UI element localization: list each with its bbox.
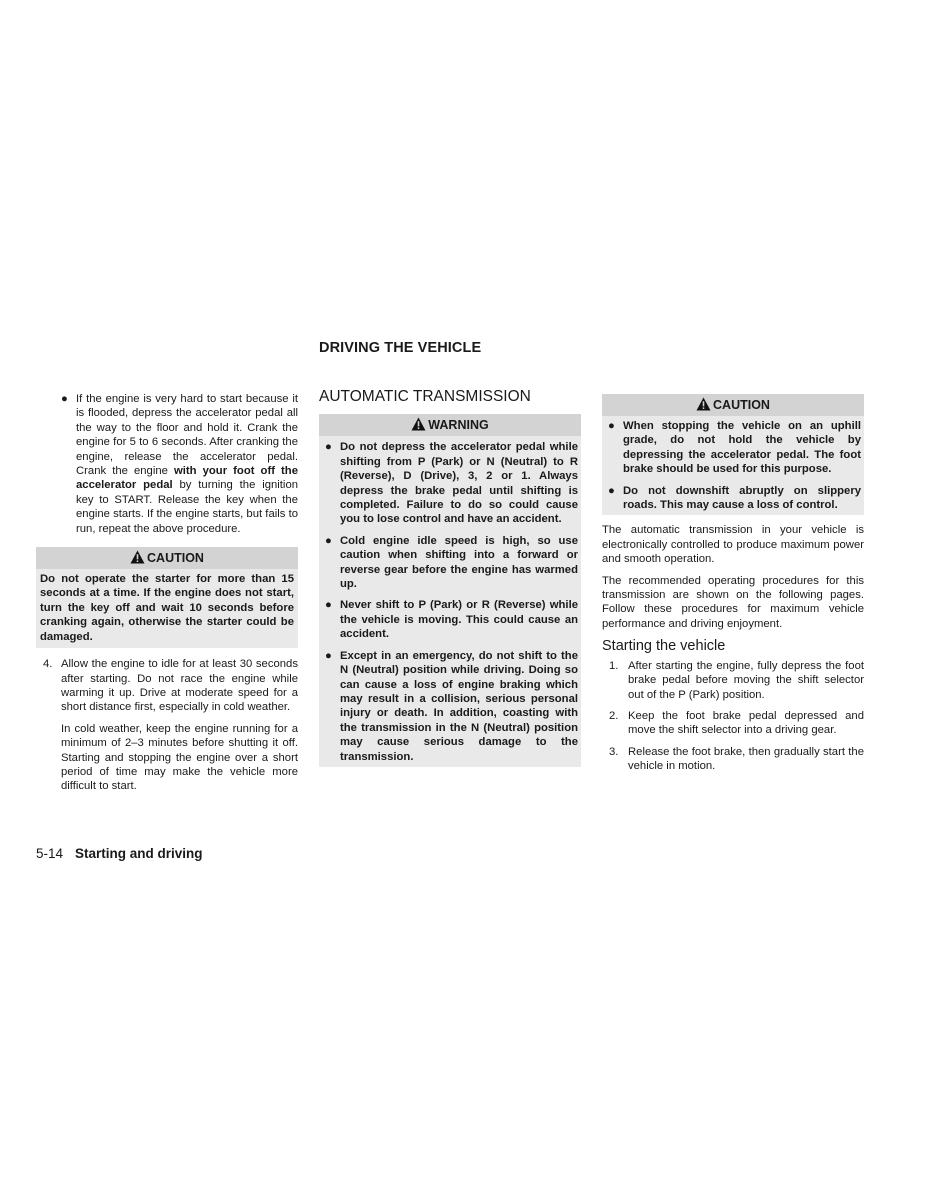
caution-box-body [602,416,864,515]
paragraph-1: The automatic transmission in your vehicle is electronically controlled to produce maximum power and smooth operation. [602,524,864,566]
step-text: Release the foot brake, then gradually start the vehicle in motion. [628,745,864,773]
step-4 [36,657,298,794]
page-footer [36,846,203,861]
bullet-dot: ● [61,393,68,405]
step-4-paragraph-2: In cold weather, keep the engine running for a minimum of 2–3 minutes before shutting it off. Starting and stopping the engine over a short period of time may make the vehicle more difficult to start. [61,722,298,793]
warning-item [322,649,578,764]
column-3 [602,394,864,774]
bullet-text-pre: If the engine is very hard to start because it is flooded, depress the accelerator pedal all the way to the floor and hold it. Crank the engine for 5 to 6 seconds. After cranking the engine, release the accelerator pedal. Crank the engine [76,393,298,478]
caution-box-body: Do not operate the starter for more than 15 seconds at a time. If the engine does not start, turn the key off and wait 10 seconds before cranking again, otherwise the starter could be damaged. [36,569,298,648]
caution-item [605,484,861,513]
caution-box-header [36,547,298,569]
caution-label: CAUTION [147,551,204,566]
page-number: 5-14 [36,846,64,861]
warning-item [322,440,578,526]
warning-item-text: Do not depress the accelerator pedal while shifting from P (Park) or N (Neutral) to R (Reverse), D (Drive), 3, 2 or 1. Always depress the brake pedal until shifting is completed. Failure to do so could cause you to lose control and have an accident. [340,441,578,526]
automatic-transmission-heading: AUTOMATIC TRANSMISSION [319,388,531,405]
warning-box [319,414,581,767]
caution-box-header [602,394,864,416]
caution-item-text: When stopping the vehicle on an uphill grade, do not hold the vehicle by depressing the accelerator pedal. The foot brake should be used for this purpose. [623,420,861,476]
warning-label: WARNING [428,418,489,433]
bullet-dot: ● [325,649,332,662]
step-1 [602,659,864,702]
flooded-engine-bullet [58,392,298,536]
step-3 [602,745,864,774]
bullet-dot: ● [325,599,332,612]
warning-triangle-icon [411,416,426,438]
warning-box-header [319,414,581,436]
step-2 [602,709,864,738]
column-2 [319,390,581,767]
caution-box-right [602,394,864,515]
bullet-dot: ● [608,484,615,497]
starting-vehicle-heading: Starting the vehicle [602,638,726,655]
caution-item-text: Do not downshift abruptly on slippery roads. This may cause a loss of control. [623,484,861,512]
warning-item-text: Never shift to P (Park) or R (Reverse) while the vehicle is moving. This could cause an accident. [340,599,578,641]
bullet-text-post: by turning the ignition key to START. Release the key when the engine starts. If the engine starts, but fails to run, repeat the above procedure. [76,479,299,535]
caution-box-left [36,547,298,648]
warning-item [322,598,578,641]
section-title: DRIVING THE VEHICLE [319,340,482,356]
warning-box-body [319,436,581,767]
paragraph-2: The recommended operating procedures for this transmission are shown on the following pages. Follow these procedures for maximum vehicle performance and driving enjoyment. [602,574,864,630]
warning-item-text: Cold engine idle speed is high, so use caution when shifting into a forward or reverse gear before the engine has warmed up. [340,534,578,591]
step-text: After starting the engine, fully depress the foot brake pedal before moving the shift selector out of the P (Park) position. [628,659,864,701]
warning-triangle-icon [130,549,145,571]
step-4-number: 4. [43,658,53,671]
column-1 [36,392,298,794]
step-text: Keep the foot brake pedal depressed and move the shift selector into a driving gear. [628,709,864,737]
step-number: 3. [609,745,619,758]
warning-item [322,534,578,592]
step-number: 1. [609,659,619,672]
chapter-title: Starting and driving [75,846,203,861]
warning-item-text: Except in an emergency, do not shift to the N (Neutral) position while driving. Doing so can cause a loss of engine braking which may result in a collision, serious personal injury or death. In addition, coasting with the transmission in the N (Neutral) position may cause serious damage to the transmission. [340,649,578,763]
warning-triangle-icon [696,396,711,418]
bullet-dot: ● [325,534,332,547]
caution-label: CAUTION [713,398,770,412]
bullet-dot: ● [608,420,615,432]
bullet-dot: ● [325,441,332,454]
step-4-text: Allow the engine to idle for at least 30 seconds after starting. Do not race the engine while warming it up. Drive at moderate speed for a short distance first, especially in cold weather. [61,658,298,714]
bullet-text-bold: with your foot off the accelerator pedal [76,465,298,492]
step-number: 2. [609,709,619,722]
caution-item [605,419,861,477]
